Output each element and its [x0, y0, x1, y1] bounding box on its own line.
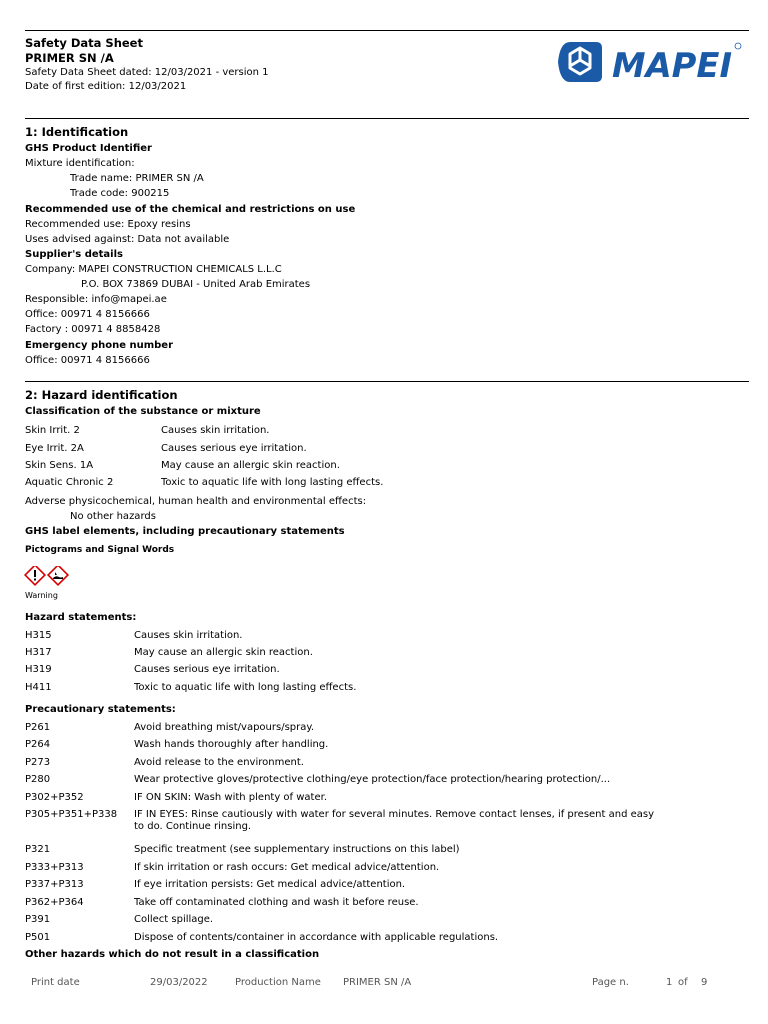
- precaution-desc-continued: to do. Continue rinsing.: [134, 821, 252, 832]
- header-rule: [25, 118, 749, 119]
- no-other-hazards: No other hazards: [70, 511, 156, 522]
- production-name-label: Production Name: [235, 977, 321, 988]
- precaution-desc: Take off contaminated clothing and wash it before reuse.: [134, 897, 419, 908]
- environment-pictogram-icon: [48, 566, 68, 585]
- hazard-statements-heading: Hazard statements:: [25, 612, 137, 623]
- classification-heading: Classification of the substance or mixture: [25, 406, 261, 417]
- ghs-pictograms: [24, 566, 70, 588]
- hazard-desc: Causes skin irritation.: [134, 630, 243, 641]
- precaution-code: P321: [25, 844, 51, 855]
- ghs-identifier-heading: GHS Product Identifier: [25, 143, 152, 154]
- precaution-code: P261: [25, 722, 51, 733]
- print-date-label: Print date: [31, 977, 80, 988]
- office-phone: Office: 00971 4 8156666: [25, 309, 150, 320]
- trade-code: Trade code: 900215: [70, 188, 170, 199]
- mixture-identification: Mixture identification:: [25, 158, 135, 169]
- print-date: 29/03/2022: [150, 977, 208, 988]
- precaution-code: P391: [25, 914, 51, 925]
- classification-code: Skin Irrit. 2: [25, 425, 80, 436]
- precaution-code: P501: [25, 932, 51, 943]
- recommended-use-heading: Recommended use of the chemical and restrictions on use: [25, 204, 356, 215]
- sds-dated: Safety Data Sheet dated: 12/03/2021 - version 1: [25, 67, 269, 78]
- signal-word: Warning: [25, 591, 58, 600]
- mapei-logo-icon: [556, 38, 744, 86]
- document-title: Safety Data Sheet: [25, 36, 143, 50]
- company-address: P.O. BOX 73869 DUBAI - United Arab Emirates: [81, 279, 311, 290]
- production-name: PRIMER SN /A: [343, 977, 412, 988]
- precaution-code: P264: [25, 739, 51, 750]
- emergency-heading: Emergency phone number: [25, 340, 174, 351]
- hazard-code: H319: [25, 664, 52, 675]
- supplier-heading: Supplier's details: [25, 249, 123, 260]
- hazard-desc: Toxic to aquatic life with long lasting effects.: [134, 682, 357, 693]
- page-label: Page n.: [592, 977, 629, 988]
- recommended-use: Recommended use: Epoxy resins: [25, 219, 191, 230]
- section-2-title: 2: Hazard identification: [25, 388, 178, 402]
- classification-desc: Toxic to aquatic life with long lasting effects.: [161, 477, 384, 488]
- precaution-desc: Specific treatment (see supplementary instructions on this label): [134, 844, 460, 855]
- responsible-email: Responsible: info@mapei.ae: [25, 294, 167, 305]
- precaution-code: P337+P313: [25, 879, 84, 890]
- precaution-desc: IF IN EYES: Rinse cautiously with water for several minutes. Remove contact lenses, if present and easy: [134, 809, 655, 820]
- precautionary-statements-heading: Precautionary statements:: [25, 704, 176, 715]
- other-hazards-heading: Other hazards which do not result in a classification: [25, 949, 320, 960]
- classification-desc: Causes skin irritation.: [161, 425, 270, 436]
- precaution-desc: Collect spillage.: [134, 914, 214, 925]
- mapei-logo: [556, 38, 744, 86]
- emergency-office-phone: Office: 00971 4 8156666: [25, 355, 150, 366]
- hazard-code: H315: [25, 630, 52, 641]
- hazard-desc: May cause an allergic skin reaction.: [134, 647, 313, 658]
- classification-code: Aquatic Chronic 2: [25, 477, 114, 488]
- factory-phone: Factory : 00971 4 8858428: [25, 324, 161, 335]
- uses-advised-against: Uses advised against: Data not available: [25, 234, 230, 245]
- classification-code: Skin Sens. 1A: [25, 460, 94, 471]
- label-elements-heading: GHS label elements, including precautionary statements: [25, 526, 345, 537]
- hazard-code: H317: [25, 647, 52, 658]
- precaution-code: P305+P351+P338: [25, 809, 118, 820]
- precaution-code: P333+P313: [25, 862, 84, 873]
- page-current: 1: [666, 977, 673, 988]
- precaution-desc: If eye irritation persists: Get medical advice/attention.: [134, 879, 406, 890]
- precaution-code: P302+P352: [25, 792, 84, 803]
- adverse-effects: Adverse physicochemical, human health and environmental effects:: [25, 496, 367, 507]
- precaution-desc: IF ON SKIN: Wash with plenty of water.: [134, 792, 327, 803]
- precaution-desc: Avoid release to the environment.: [134, 757, 304, 768]
- first-edition-date: Date of first edition: 12/03/2021: [25, 81, 187, 92]
- classification-desc: May cause an allergic skin reaction.: [161, 460, 340, 471]
- product-name: PRIMER SN /A: [25, 51, 114, 65]
- classification-desc: Causes serious eye irritation.: [161, 443, 307, 454]
- company: Company: MAPEI CONSTRUCTION CHEMICALS L.L.C: [25, 264, 282, 275]
- precaution-desc: Dispose of contents/container in accordance with applicable regulations.: [134, 932, 499, 943]
- section-2-rule: [25, 381, 749, 382]
- hazard-code: H411: [25, 682, 52, 693]
- page-of: of: [678, 977, 688, 988]
- precaution-code: P273: [25, 757, 51, 768]
- section-1-title: 1: Identification: [25, 125, 129, 139]
- hazard-desc: Causes serious eye irritation.: [134, 664, 280, 675]
- classification-code: Eye Irrit. 2A: [25, 443, 84, 454]
- precaution-code: P280: [25, 774, 51, 785]
- precaution-code: P362+P364: [25, 897, 84, 908]
- top-rule: [25, 30, 749, 31]
- logo-wordmark: MAPEI: [612, 46, 732, 86]
- precaution-desc: Avoid breathing mist/vapours/spray.: [134, 722, 315, 733]
- pictograms-heading: Pictograms and Signal Words: [25, 545, 175, 555]
- precaution-desc: Wash hands thoroughly after handling.: [134, 739, 329, 750]
- precaution-desc: If skin irritation or rash occurs: Get medical advice/attention.: [134, 862, 440, 873]
- precaution-desc: Wear protective gloves/protective clothing/eye protection/face protection/hearing protection/...: [134, 774, 611, 785]
- page-total: 9: [701, 977, 708, 988]
- exclamation-mark-pictogram-icon: [25, 566, 45, 585]
- trade-name: Trade name: PRIMER SN /A: [70, 173, 204, 184]
